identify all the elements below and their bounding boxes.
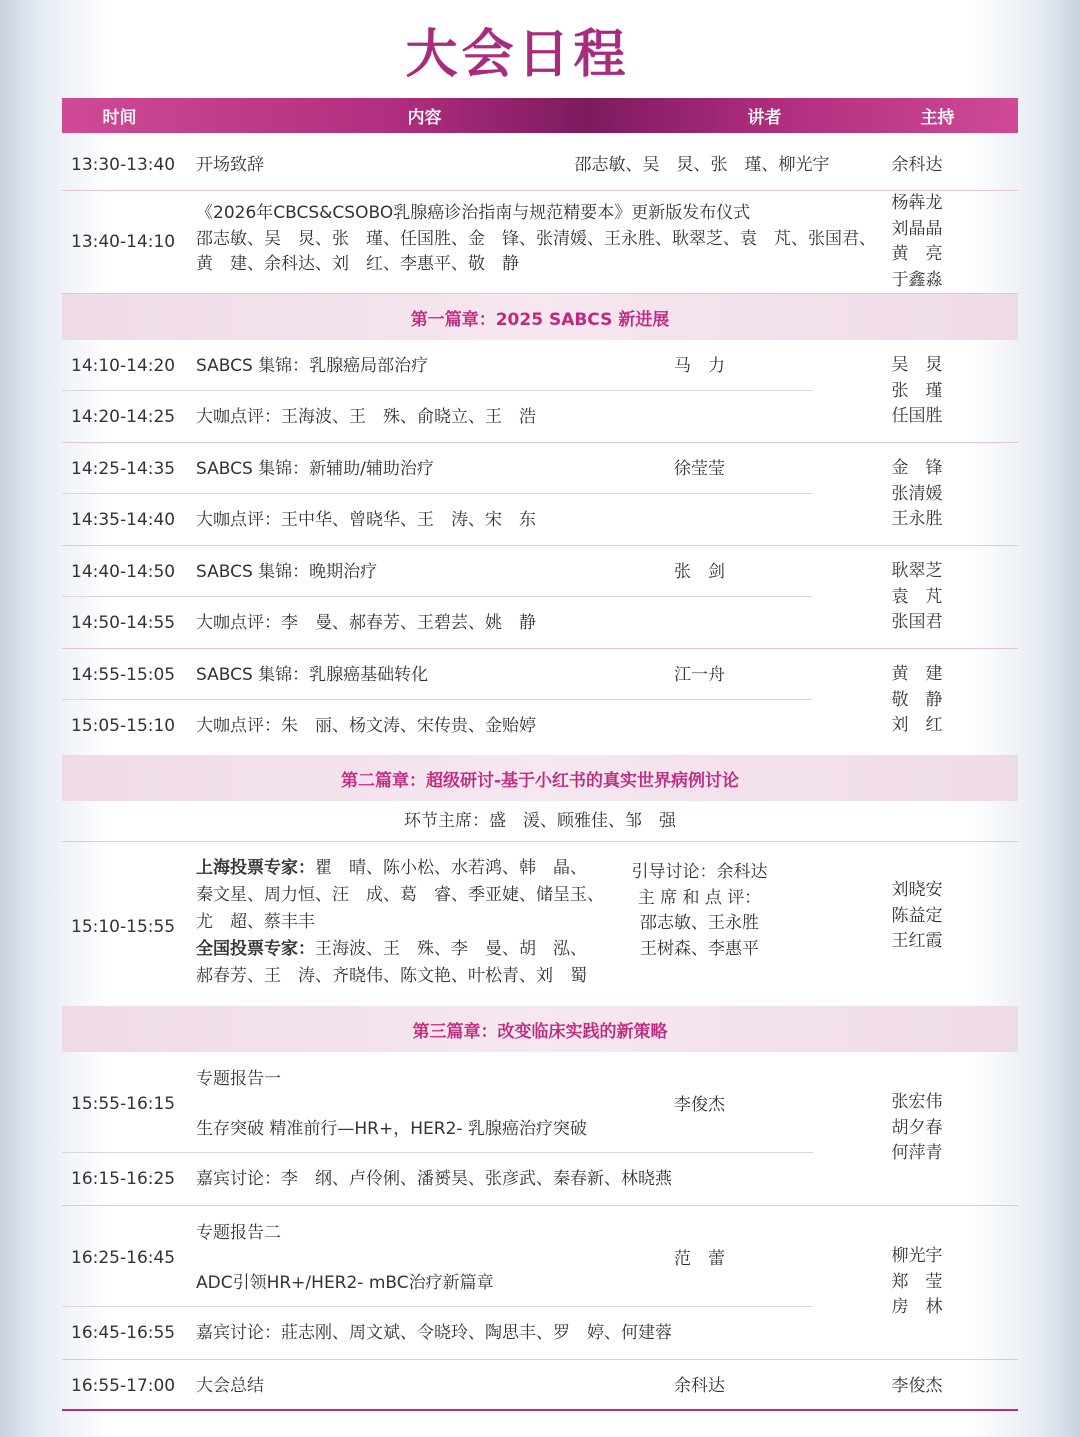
row-speaker: 江一舟 — [674, 665, 725, 685]
row-host — [872, 353, 962, 430]
speaker-line: 主 席 和 点 评： — [637, 887, 762, 908]
host-name: 刘 红 — [891, 715, 943, 735]
host-name: 吴 炅 — [891, 355, 943, 375]
row-host — [872, 191, 962, 293]
row-time: 14:40-14:50 — [71, 562, 176, 582]
section-chairs: 环节主席：盛 湲、顾雅佳、邹 强 — [404, 811, 676, 831]
schedule-group — [62, 443, 1018, 546]
row-content: 大咖点评：朱 丽、杨文涛、宋传贵、金贻婷 — [196, 716, 536, 736]
row-content: 嘉宾讨论：莊志刚、周文斌、令晓玲、陶思丰、罗 婷、何建蓉 — [196, 1323, 672, 1343]
schedule-group — [62, 1052, 1018, 1206]
schedule-row — [62, 1360, 1018, 1410]
row-time: 14:55-15:05 — [71, 665, 176, 685]
header-host: 主持 — [920, 108, 955, 128]
host-name: 张国君 — [891, 612, 943, 632]
row-host — [872, 559, 962, 636]
schedule-group — [62, 340, 1018, 443]
row-content: SABCS 集锦：乳腺癌基础转化 — [196, 665, 429, 685]
release-ceremony-guests-1: 邵志敏、吴 炅、张 瑾、任国胜、金 锋、张清媛、王永胜、耿翠芝、袁 芃、张国君、 — [196, 228, 876, 249]
row-speaker: 徐莹莹 — [674, 459, 725, 479]
national-voting-label: 全国投票专家： — [196, 939, 315, 959]
row-time: 14:35-14:40 — [71, 510, 176, 530]
schedule-group — [62, 842, 1018, 1006]
row-host — [872, 1244, 962, 1321]
host-name: 袁 芃 — [891, 586, 943, 607]
row-speaker: 余科达 — [674, 1376, 725, 1396]
row-time: 16:45-16:55 — [71, 1323, 176, 1343]
row-speaker: 邵志敏、吴 炅、张 瑾、柳光宇 — [574, 155, 830, 175]
page-title: 大会日程 — [405, 25, 630, 85]
row-time: 16:55-17:00 — [71, 1376, 176, 1396]
row-content: 嘉宾讨论：李 纲、卢伶俐、潘赟昊、张彦武、秦春新、林晓燕 — [196, 1169, 672, 1189]
row-host: 余科达 — [891, 155, 943, 175]
host-name: 房 林 — [891, 1297, 943, 1317]
row-time: 13:30-13:40 — [71, 155, 176, 175]
host-name: 杨犇龙 — [891, 193, 943, 213]
header-time: 时间 — [102, 108, 137, 128]
host-name: 刘晓安 — [891, 880, 943, 900]
row-time: 15:55-16:15 — [71, 1094, 176, 1114]
host-name: 郑 莹 — [891, 1271, 943, 1292]
row-host: 李俊杰 — [891, 1376, 943, 1396]
schedule-row — [62, 133, 1018, 191]
row-speaker: 范 蕾 — [674, 1249, 725, 1269]
schedule-group — [62, 649, 1018, 755]
row-speaker: 张 剑 — [674, 562, 725, 582]
row-content: 大咖点评：李 曼、郝春芳、王碧芸、姚 静 — [196, 613, 536, 633]
release-ceremony-title: 《2026年CBCS&CSOBO乳腺癌诊治指南与规范精要本》更新版发布仪式 — [196, 203, 751, 223]
row-host — [872, 456, 962, 533]
schedule-group — [62, 546, 1018, 649]
row-content: 开场致辞 — [196, 155, 264, 175]
speaker-line: 引导讨论：余科达 — [631, 862, 768, 882]
shanghai-voting-names: 秦文星、周力恒、汪 成、葛 睿、季亚婕、储呈玉、 — [196, 885, 604, 905]
shanghai-voting-label: 上海投票专家： — [196, 858, 315, 878]
row-time: 16:25-16:45 — [71, 1248, 176, 1268]
row-speaker — [622, 860, 777, 962]
section-title-1: 第一篇章：2025 SABCS 新进展 — [62, 294, 1018, 340]
host-name: 胡夕春 — [891, 1117, 943, 1138]
release-ceremony-guests-2: 黄 建、余科达、刘 红、李惠平、敬 静 — [196, 254, 519, 274]
voting-experts — [196, 855, 604, 990]
host-name: 何萍青 — [891, 1143, 943, 1163]
row-speaker: 马 力 — [674, 356, 725, 376]
row-content — [196, 201, 876, 278]
table-bottom-rule — [62, 1409, 1018, 1411]
host-name: 张清媛 — [891, 483, 943, 504]
row-host — [872, 1090, 962, 1167]
schedule-group — [62, 1206, 1018, 1360]
host-name: 王永胜 — [891, 509, 943, 529]
host-name: 任国胜 — [891, 406, 943, 426]
row-time: 16:15-16:25 — [71, 1169, 176, 1189]
header-content: 内容 — [407, 108, 442, 128]
national-voting-names: 郝春芳、王 涛、齐晓伟、陈文艳、叶松青、刘 蜀 — [196, 966, 587, 986]
row-host — [872, 662, 962, 739]
shanghai-voting-names: 瞿 晴、陈小松、水若鸿、韩 晶、 — [315, 858, 587, 878]
row-time: 15:05-15:10 — [71, 716, 176, 736]
host-name: 敬 静 — [891, 689, 943, 710]
host-name: 陈益定 — [891, 905, 943, 926]
report-topic: 生存突破 精准前行—HR+，HER2- 乳腺癌治疗突破 — [196, 1119, 587, 1139]
row-host — [872, 878, 962, 955]
row-content: 大咖点评：王海波、王 殊、俞晓立、王 浩 — [196, 407, 536, 427]
schedule-table — [62, 98, 1018, 1410]
row-content: SABCS 集锦：新辅助/辅助治疗 — [196, 459, 434, 479]
row-time: 14:20-14:25 — [71, 407, 176, 427]
host-name: 张 瑾 — [891, 380, 943, 401]
row-time: 14:25-14:35 — [71, 459, 176, 479]
host-name: 刘晶晶 — [891, 218, 943, 239]
host-name: 张宏伟 — [891, 1092, 943, 1112]
host-name: 黄 亮 — [891, 244, 943, 264]
national-voting-names: 王海波、王 殊、李 曼、胡 泓、 — [315, 939, 587, 959]
header-speaker: 讲者 — [747, 108, 782, 128]
section-title-3: 第三篇章：改变临床实践的新策略 — [62, 1006, 1018, 1052]
row-content: SABCS 集锦：晚期治疗 — [196, 562, 378, 582]
row-content: 大咖点评：王中华、曾晓华、王 涛、宋 东 — [196, 510, 536, 530]
speaker-line: 邵志敏、王永胜 — [640, 913, 759, 933]
row-time: 13:40-14:10 — [71, 232, 176, 252]
speaker-line: 王树森、李惠平 — [640, 938, 759, 959]
report-title: 专题报告一 — [196, 1069, 281, 1089]
section-chair-row — [62, 801, 1018, 842]
host-name: 金 锋 — [891, 458, 943, 478]
row-content: SABCS 集锦：乳腺癌局部治疗 — [196, 356, 429, 376]
table-header — [62, 98, 1018, 133]
section-title-2: 第二篇章：超级研讨-基于小红书的真实世界病例讨论 — [62, 755, 1018, 801]
host-name: 黄 建 — [891, 664, 943, 684]
row-speaker: 李俊杰 — [674, 1095, 725, 1115]
host-name: 王红霞 — [891, 931, 943, 951]
row-content: 大会总结 — [196, 1376, 264, 1396]
schedule-row — [62, 191, 1018, 294]
row-time: 14:10-14:20 — [71, 356, 176, 376]
row-time: 14:50-14:55 — [71, 613, 176, 633]
host-name: 于鑫淼 — [891, 269, 943, 290]
shanghai-voting-names: 尤 超、蔡丰丰 — [196, 912, 315, 932]
report-topic: ADC引领HR+/HER2- mBC治疗新篇章 — [196, 1273, 494, 1293]
report-title: 专题报告二 — [196, 1223, 281, 1243]
host-name: 柳光宇 — [891, 1246, 943, 1266]
row-time: 15:10-15:55 — [71, 917, 176, 937]
host-name: 耿翠芝 — [891, 561, 943, 581]
